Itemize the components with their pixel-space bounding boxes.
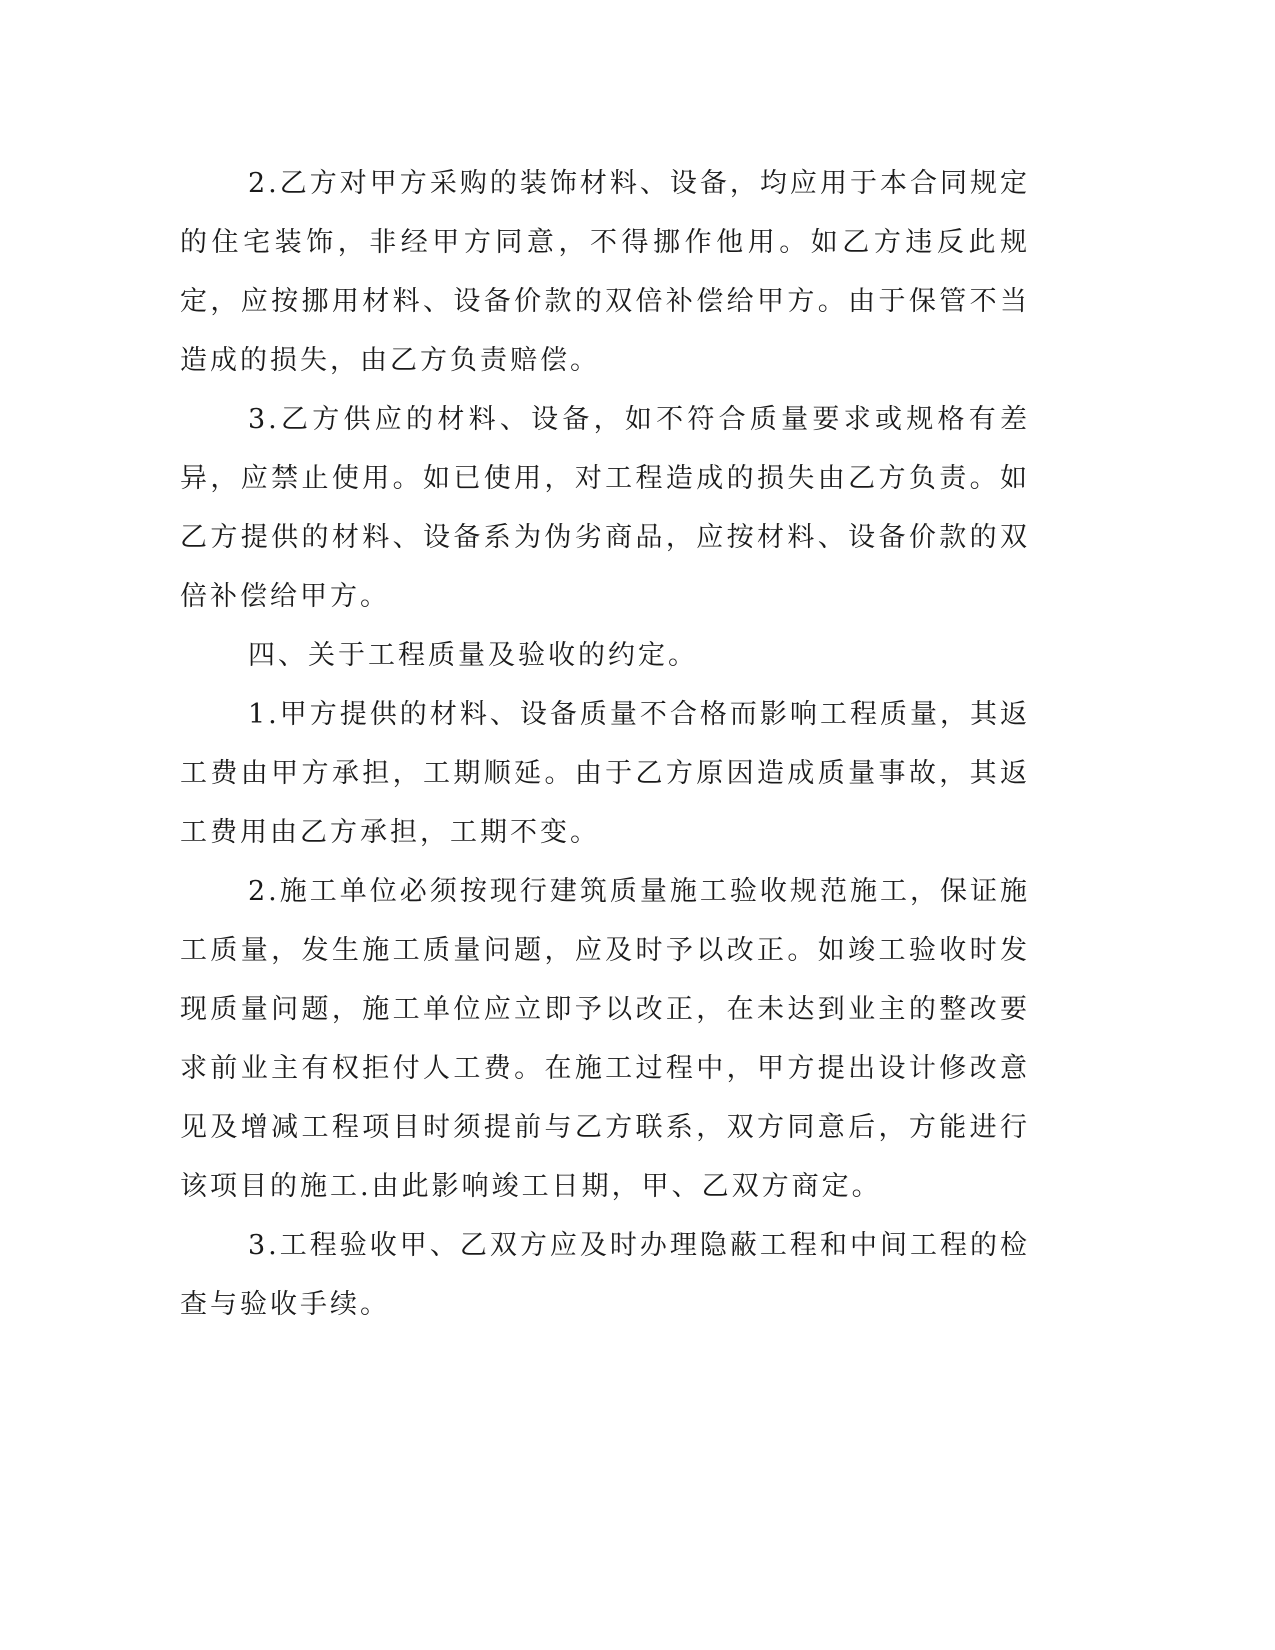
paragraph-construction-standards: 2.施工单位必须按现行建筑质量施工验收规范施工，保证施工质量，发生施工质量问题，应及时予以改正。如竣工验收时发现质量问题，施工单位应立即予以改正，在未达到业主的整改要求前业主有权拒付人工费。在施工过程中，甲方提出设计修改意见及增减工程项目时须提前与乙方联系，双方同意后，方能进行该项目的施工.由此影响竣工日期，甲、乙双方商定。 — [180, 876, 1030, 1202]
document-body — [180, 154, 1030, 1334]
paragraph-material-misuse: 2.乙方对甲方采购的装饰材料、设备，均应用于本合同规定的住宅装饰，非经甲方同意，不得挪作他用。如乙方违反此规定，应按挪用材料、设备价款的双倍补偿给甲方。由于保管不当造成的损失，由乙方负责赔偿。 — [180, 168, 1030, 376]
section-heading-quality-acceptance: 四、关于工程质量及验收的约定。 — [248, 640, 698, 671]
paragraph-material-quality: 3.乙方供应的材料、设备，如不符合质量要求或规格有差异，应禁止使用。如已使用，对工程造成的损失由乙方负责。如乙方提供的材料、设备系为伪劣商品，应按材料、设备价款的双倍补偿给甲方。 — [180, 404, 1030, 612]
paragraph-acceptance-procedure: 3.工程验收甲、乙双方应及时办理隐蔽工程和中间工程的检查与验收手续。 — [180, 1230, 1030, 1320]
paragraph-rework-cost: 1.甲方提供的材料、设备质量不合格而影响工程质量，其返工费由甲方承担，工期顺延。由于乙方原因造成质量事故，其返工费用由乙方承担，工期不变。 — [180, 699, 1030, 848]
